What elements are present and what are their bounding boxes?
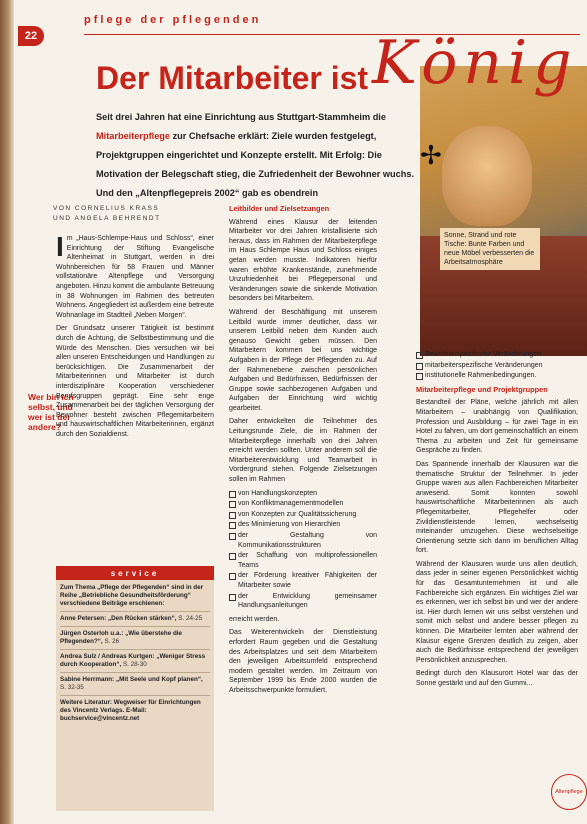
service-entry-label: Weitere Literatur: Wegweiser für Einrichtungen des Vincentz Verlags. E-Mail: buchservice@vincentz.net [60,699,201,722]
service-entry-label: Jürgen Osterloh u.a.: „Wie überstehe die Pflegenden?“, [60,630,183,645]
col2-paragraph-1: Während eines Klausur der leitenden Mitarbeiter vor drei Jahren kristallisierte sich heraus, dass im Rahmen der Mitarbeiterpflege im Haus Schlempe Haus und Schloss einiges getan werden musste. Indikatoren hierfür waren erhöhte Krankenstände, zunehmende Unzufriedenheit bei Pflegepersonal und Veränderungen sowie die sinkende Motivation besonders bei Mitarbeitern. [229,218,377,303]
col1-paragraph-2: Der Grundsatz unserer Tätigkeit ist bestimmt durch die Achtung, die Selbstbestimmung und die Würde des Menschen. Dies versuchen wir bei allen unseren Entscheidungen und Handlungen zu berücksichtigen. Die Zusammenarbeit der Mitarbeiterinnen und Mitarbeiter ist durch interdisziplinäre Kooperation verschiedener Berufsgruppen geprägt. Eine sehr enge Zusammenarbeit bei der täglichen Versorgung der Bewohner besteht zwischen Pflegemitarbeitern und hauswirtschaftlichen Mitarbeiterinnen, ergänzt durch den Sozialdienst. [56,325,214,438]
service-entry [60,630,210,650]
section-kicker: pflege der pflegenden [84,14,262,26]
page-binding [0,0,14,824]
col3-paragraph-2: Das Spannende innerhalb der Klausuren war die thematische Struktur der Teilnehmer. In jeder Gruppe waren aus allen Fachbereichen Mitarbeiter anwesend. Somit konnten sowohl hauswirtschaftliche Mitarbeiterinnen als auch Pflegemitarbeiter, Pflegehelfer oder Zivildienstleistende lernen, wechselseitig miteinander umzugehen. Diese wechselseitige Orientierung setzte sich dann im beruflichen Alltag fort. [416,460,578,555]
service-entry [60,653,210,673]
col3-paragraph-3: Während der Klausuren wurde uns allen deutlich, dass jeder in seiner eigenen Persönlichkeit wichtig für das Gesamtunternehmen ist und alle Fachbereiche sich ergänzen. Ein wichtiges Ziel war es erkennen, wer ich selbst bin und wer der andere ist. Hier durch lernen wir uns selbst verstehen und somit mich selbst und andere besser pflegen zu können. Die Mitarbeiter lernten aber während der Klausur eigene Grenzen deutlich zu zeigen, aber auch die Bedürfnisse entsprechend der jeweiligen Persönlichkeit anzusprechen. [416,560,578,664]
col3-paragraph-4: Bedingt durch den Klausurort Hotel war das der Sonne gestärkt und auf den Gummi... [416,670,578,687]
checklist-item: der Förderung kreativer Fähigkeiten der Mitarbeiter sowie [229,571,377,590]
intro-paragraph [96,108,426,203]
col2-paragraph-2: Während der Beschäftigung mit unserem Leitbild wurde immer deutlicher, dass wir unserem Leitbild neben dem Kunden auch genauso Gewicht geben müssen. Den Mitarbeitern kommen bei uns wichtige Aufgaben in der Pflege der Pflegenden zu. Auf der Rahmenebene zwischen persönlichen Aufgaben und Bedürfnissen, Bedürfnissen der Gruppe sowie sachbezogenen Aufgaben und Aufgaben der Einrichtung wird wichtig gearbeitet. [229,308,377,412]
service-entry-ref: S. 28-30 [122,661,147,668]
col2-subhead: Leitbilder und Zielsetzungen [229,204,330,213]
checklist-item: der Gestaltung von Kommunikationsstrukturen [229,531,377,550]
intro-highlight: Mitarbeiterpflege [96,131,171,141]
photo-caption: Sonne, Strand und rote Tische: Bunte Farben und neue Möbel verbesserten die Arbeitsatmosphäre [440,228,540,270]
checklist-item: von Konfliktmanagementmodellen [229,499,377,509]
magazine-seal: Altenpflege [551,774,587,810]
col1-paragraph-1-text: m „Haus-Schlempe-Haus und Schloss“, einer Einrichtung der Stiftung Evangelische Altenheimat in Stuttgart, werden in drei Wohnbereichen für 58 Frauen und Männer vollstationäre Altenpflege und Versorgung angeboten. Hinzu kommt die ambulante Betreuung in 38 Wohnungen im Rahmen des betreuten Wohnens. Angegliedert ist außerdem eine betreute Wohnanlage im Stadtteil „Neben Morgen“. [56,235,214,319]
service-entry-ref: S. 24-25 [178,615,203,622]
service-entry [60,676,210,696]
service-list [60,584,210,729]
service-entry-ref: S. 26 [104,638,120,645]
service-box [56,566,214,811]
article-column-2 [229,204,377,700]
service-entry-label: Anne Petersen: „Den Rücken stärken“, [60,615,177,622]
headline-script-word: König [372,28,578,98]
service-entry-label: Andrea Sulz / Andreas Kurtgen: „Weniger Stress durch Kooperation“, [60,653,206,668]
service-entry-label: Sabine Herrmann: „Mit Seele und Kopf planen“, [60,676,203,683]
header-photo [420,66,587,356]
checklist-item: von Handlungskonzepten [229,489,377,499]
checklist-item: der Entwicklung gemeinsamer Handlungsanleitungen [229,592,377,611]
page-number: 22 [18,26,44,46]
byline-line-2: UND ANGELA BEHRENDT [53,215,161,222]
photo-face-shape [442,126,532,226]
byline-line-1: VON CORNELIUS KRASS [53,205,160,212]
checklist-item: institutionelle Rahmenbedingungen. [416,371,578,381]
service-entry [60,584,210,612]
checklist-item: Bewohnerspezifische Veränderungen [416,350,578,360]
col1-paragraph-1 [56,231,214,320]
checklist-item: der Schaffung von multiprofessionellen Teams [229,551,377,570]
service-entry [60,699,210,726]
goals-checklist [229,489,377,611]
intro-text-a: Seit drei Jahren hat eine Einrichtung aus Stuttgart-Stammheim die [96,112,386,122]
drop-cap: I [56,231,64,262]
byline [53,204,161,224]
pull-quote: Wer bin ich selbst, und wer ist der andere? [28,392,74,432]
intro-text-b: zur Chefsache erklärt: Ziele wurden festgelegt, Projektgruppen eingerichtet und Konzepte erstellt. Mit Erfolg: Die Motivation der Belegschaft stieg, die Zufriedenheit der Bewohner wuchs. Und den „Altenpflegepreis 2002“ gab es obendrein [96,131,415,198]
col3-paragraph-1: Bestandteil der Pläne, welche jährlich mit allen Mitarbeitern – unabhängig von Qualifikation, Profession und Ausbildung – für zwei Tage in ein Hotel zu fahren, um dort gemeinschaftlich an einem Thema zu arbeiten und Zeit für gemeinsame Gespräche zu finden. [416,399,578,455]
col2-paragraph-5: Das Weiterentwickeln der Dienstleistung erfordert Raum gegeben und die Gestaltung des Arbeitsplatzes und seit dem Mitarbeitern den jeweiligen Arbeitsumfeld entsprechend modern gestaltet werden. Im Zeitraum von September 1999 bis Ende 2000 wurden die Arbeitsschwerpunkte formuliert. [229,629,377,694]
service-entry [60,615,210,627]
service-entry-ref: S. 32-35 [60,684,84,691]
col2-paragraph-3: Daher entwickelten die Teilnehmer des Leitungsrunde Ziele, die im Rahmen der Mitarbeiterpflege innerhalb von drei Jahren erreicht werden sollten. Unter anderem soll die Mitarbeiterentwicklung und Teamarbeit in Vordergrund stehen. Folgende Zielsetzungen sollen im Rahmen [229,418,377,484]
checklist-item: von Konzepten zur Qualitätssicherung [229,510,377,520]
col2-paragraph-4: erreicht werden. [229,615,280,623]
changes-checklist [416,350,578,381]
service-box-title: service [56,566,214,580]
article-column-3 [416,350,578,693]
checklist-item: mitarbeiterspezifische Veränderungen [416,361,578,371]
checklist-item: des Minimierung von Hierarchien [229,520,377,530]
crown-cross-icon: ✢ [420,140,442,170]
service-entry-label: Zum Thema „Pflege der Pflegenden“ sind in der Reihe „Betriebliche Gesundheitsförderung“ verschiedene Beiträge erschienen: [60,584,204,607]
headline: Der Mitarbeiter ist [96,60,369,96]
article-column-1 [56,231,214,443]
col3-subhead: Mitarbeiterpflege und Projektgruppen [416,384,548,394]
